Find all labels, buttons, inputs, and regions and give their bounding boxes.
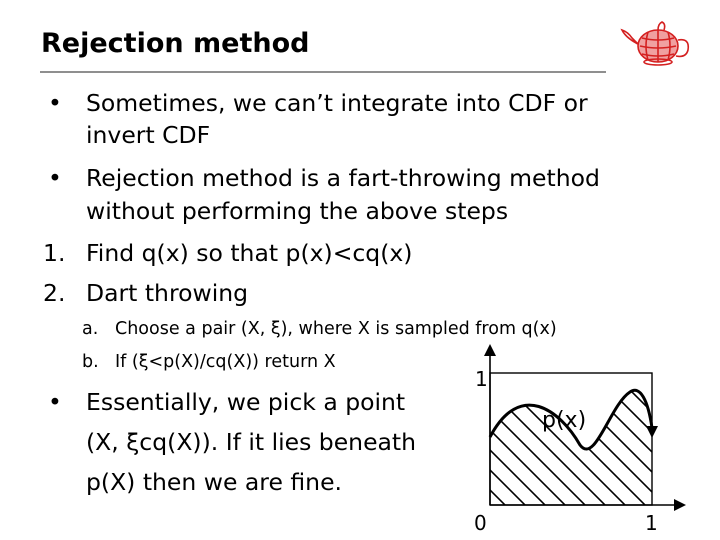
x-origin-label: 0 bbox=[474, 511, 487, 535]
numbered-line: Dart throwing bbox=[86, 279, 249, 307]
numbered-marker: 2. bbox=[43, 279, 66, 307]
title-divider bbox=[40, 71, 606, 73]
bullet-marker: • bbox=[48, 89, 62, 117]
bullet-line: without performing the above steps bbox=[86, 197, 509, 225]
bullet-line: (X, ξcq(X)). If it lies beneath bbox=[86, 428, 417, 456]
subitem-text: If (ξ<p(X)/cq(X)) return X bbox=[115, 352, 336, 372]
subitem-marker: b. bbox=[82, 352, 99, 372]
numbered-line: Find q(x) so that p(x)<cq(x) bbox=[86, 239, 413, 267]
bullet-marker: • bbox=[48, 164, 62, 192]
bullet-line: Sometimes, we can’t integrate into CDF or bbox=[86, 89, 588, 117]
rejection-graph bbox=[460, 340, 700, 540]
x-axis-arrow-icon bbox=[674, 499, 686, 511]
bullet-marker: • bbox=[48, 388, 62, 416]
curve-label: p(x) bbox=[542, 408, 587, 433]
subitem-marker: a. bbox=[82, 319, 99, 339]
y-tick-label: 1 bbox=[475, 367, 488, 391]
slide-title: Rejection method bbox=[41, 28, 310, 59]
bullet-line: Essentially, we pick a point bbox=[86, 388, 406, 416]
curve-arrow-icon bbox=[646, 426, 658, 438]
bullet-line: p(X) then we are fine. bbox=[86, 468, 342, 496]
numbered-marker: 1. bbox=[43, 239, 66, 267]
hatched-region bbox=[460, 340, 700, 540]
x-tick-label: 1 bbox=[645, 511, 658, 535]
bullet-line: Rejection method is a fart-throwing method bbox=[86, 164, 600, 192]
y-axis-arrow-icon bbox=[484, 344, 496, 356]
bullet-line: invert CDF bbox=[86, 121, 211, 149]
subitem-text: Choose a pair (X, ξ), where X is sampled from q(x) bbox=[115, 319, 557, 339]
teapot-logo-icon bbox=[620, 14, 692, 70]
